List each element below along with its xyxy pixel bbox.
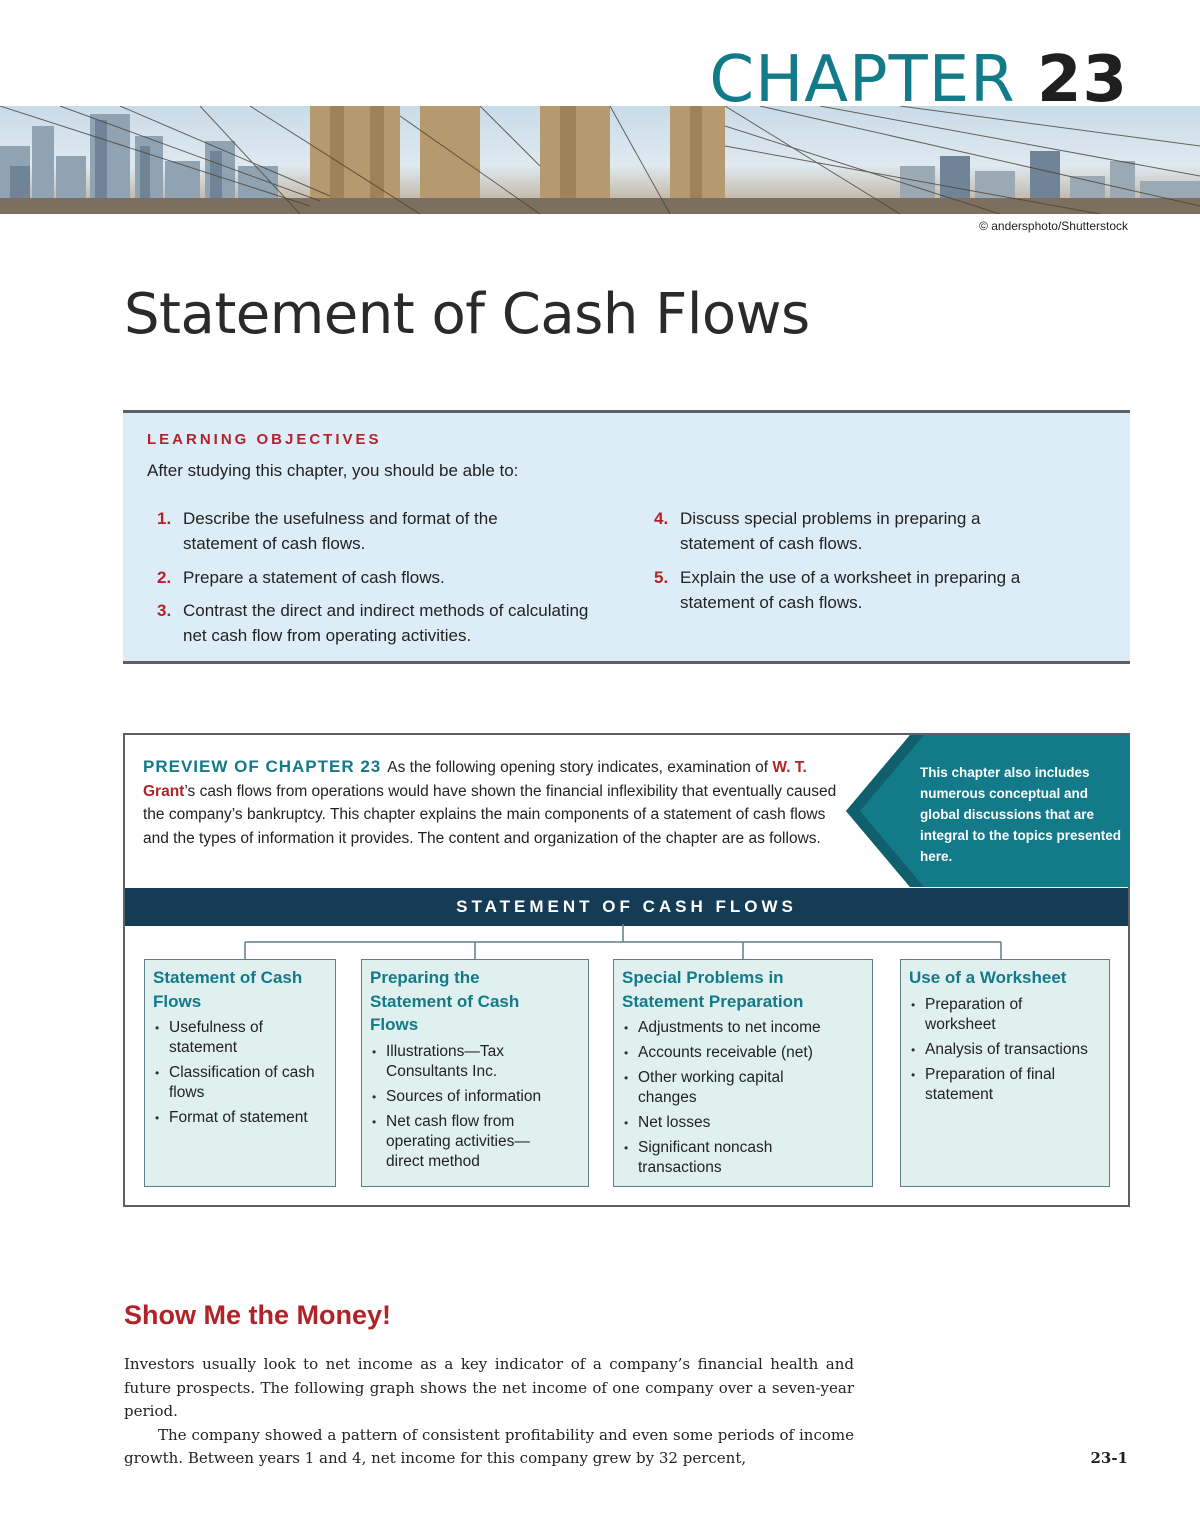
- objective-number: 5.: [654, 568, 669, 587]
- story-paragraph: The company showed a pattern of consistent profitability and even some periods of income growth. Between years 1 and 4, net income for this company grew by 32 percent,: [124, 1425, 854, 1467]
- topic-item: • Format of statement: [153, 1108, 327, 1128]
- topic-item: • Classification of cash flows: [153, 1063, 327, 1103]
- objective-number: 2.: [157, 568, 172, 587]
- topic-item: • Sources of information: [370, 1087, 580, 1107]
- topic-item: • Other working capital changes: [622, 1068, 823, 1108]
- topic-list: [153, 1018, 327, 1128]
- preview-body: ’s cash flows from operations would have shown the financial inflexibility that eventually caused the company’s bankruptcy. This chapter explains the main components of a statement of cash flows and the types of information it provides. The content and organization of the chapter are as follows.: [143, 782, 837, 847]
- topic-list: [622, 1018, 864, 1178]
- chapter-preview-box: [123, 733, 1130, 1207]
- objective-text: Discuss special problems in preparing a statement of cash flows.: [680, 509, 981, 553]
- learning-objective: [157, 598, 607, 648]
- story-body: [124, 1353, 854, 1471]
- topic-item: • Usefulness of statement: [153, 1018, 327, 1058]
- topic-item: • Accounts receivable (net): [622, 1043, 864, 1063]
- learning-objectives-box: [123, 410, 1130, 664]
- topic-list: [370, 1042, 580, 1172]
- topic-box: [361, 959, 589, 1187]
- organizer-band: STATEMENT OF CASH FLOWS: [125, 888, 1128, 926]
- objective-text: Describe the usefulness and format of the statement of cash flows.: [183, 509, 498, 553]
- topic-list: [909, 995, 1101, 1105]
- header-photo: [0, 106, 1200, 214]
- chapter-number: 23: [1036, 43, 1128, 117]
- organizer-connectors: [125, 924, 1128, 960]
- page-number: 23-1: [1090, 1449, 1128, 1467]
- objective-number: 1.: [157, 509, 172, 528]
- learning-objectives-heading: LEARNING OBJECTIVES: [147, 431, 382, 448]
- chapter-label: [709, 40, 1128, 120]
- learning-objectives-intro: After studying this chapter, you should be able to:: [147, 461, 519, 480]
- company-name: W. T. Grant: [143, 759, 807, 800]
- topic-item: • Significant noncash transactions: [622, 1138, 823, 1178]
- photo-credit: © andersphoto/Shutterstock: [979, 219, 1128, 233]
- topic-title: Preparing the Statement of Cash Flows: [370, 968, 520, 1034]
- objective-number: 4.: [654, 509, 669, 528]
- topic-item: • Net losses: [622, 1113, 864, 1133]
- topic-title: Use of a Worksheet: [909, 968, 1067, 987]
- objective-number: 3.: [157, 601, 172, 620]
- story-paragraph: Investors usually look to net income as a key indicator of a company’s financial health and future prospects. The following graph shows the net income of one company over a seven-year period.: [124, 1355, 854, 1420]
- topic-item: • Preparation of worksheet: [909, 995, 1065, 1035]
- topic-title: Statement of Cash Flows: [153, 968, 303, 1011]
- topic-box: [900, 959, 1110, 1187]
- learning-objective: [157, 506, 567, 556]
- learning-objective: [654, 506, 1034, 556]
- chapter-word: CHAPTER: [709, 43, 1016, 117]
- preview-paragraph: [143, 755, 843, 850]
- callout-text: This chapter also includes numerous conceptual and global discussions that are integral to the topics presented here.: [920, 765, 1122, 864]
- topic-box: [613, 959, 873, 1187]
- objective-text: Explain the use of a worksheet in preparing a statement of cash flows.: [680, 568, 1021, 612]
- preview-lead: As the following opening story indicates, examination of: [387, 759, 769, 776]
- topic-item: • Illustrations—Tax Consultants Inc.: [370, 1042, 580, 1082]
- learning-objective: [157, 565, 567, 590]
- topic-item: • Preparation of final statement: [909, 1065, 1085, 1105]
- objective-text: Prepare a statement of cash flows.: [183, 568, 445, 587]
- story-title: Show Me the Money!: [124, 1300, 392, 1330]
- topic-box: [144, 959, 336, 1187]
- topic-title: Special Problems in Statement Preparation: [622, 968, 804, 1011]
- topic-item: • Analysis of transactions: [909, 1040, 1101, 1060]
- preview-heading: PREVIEW OF CHAPTER 23: [143, 757, 382, 776]
- page-title: Statement of Cash Flows: [124, 282, 810, 347]
- learning-objective: [654, 565, 1054, 615]
- objective-text: Contrast the direct and indirect methods of calculating net cash flow from operating activities.: [183, 601, 589, 645]
- topic-item: • Net cash flow from operating activities—direct method: [370, 1112, 556, 1172]
- topic-item: • Adjustments to net income: [622, 1018, 864, 1038]
